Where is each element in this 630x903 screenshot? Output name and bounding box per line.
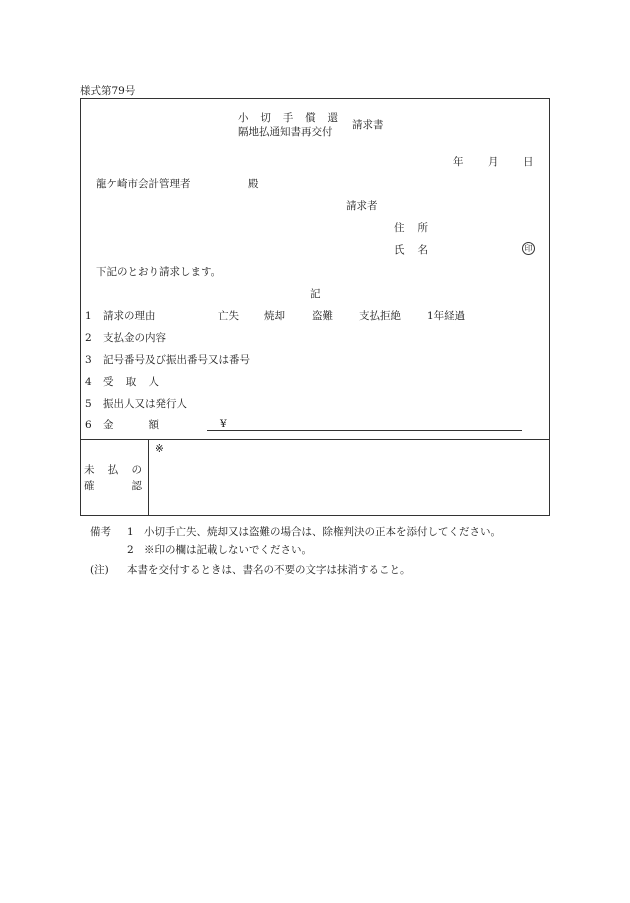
item-6-label-char: 金 [103,419,114,431]
title-char: 手 [282,112,294,124]
address-label [394,223,428,234]
item-4-label-char: 取 [125,376,137,388]
addressee-honorific: 殿 [248,178,259,190]
date-month: 月 [488,156,499,168]
reason-option-theft: 盗難 [312,310,333,322]
currency-symbol: ¥ [220,418,227,430]
item-6-label-char: 額 [148,419,159,431]
requester-label: 請求者 [346,200,378,212]
title-char: 小 [238,112,249,124]
biko-1-text: 小切手亡失、焼却又は盗難の場合は、除権判決の正本を添付してください。 [144,526,501,538]
title-char: 還 [327,112,338,124]
intro-text: 下記のとおり請求します。 [96,266,222,278]
chu-label: (注) [90,564,109,576]
item-4-label-char: 受 [103,376,114,388]
name-label-char: 氏 [394,244,405,256]
biko-label: 備考 [90,526,111,538]
column-divider [148,439,149,516]
item-6-label [103,420,159,431]
unpaid-label-char: 確 [84,480,95,492]
reason-option-loss: 亡失 [218,310,239,322]
title-char: 切 [260,112,271,124]
chu-text: 本書を交付するときは、書名の不要の文字は抹消すること。 [127,564,411,576]
item-4-label-char: 人 [148,376,159,388]
title-suffix: 請求書 [352,119,384,131]
title-line2: 隔地払通知書再交付 [238,126,333,138]
address-label-char: 所 [417,222,428,234]
item-3-number: 3 [85,354,92,366]
name-label-char: 名 [417,244,428,256]
item-2-number: 2 [85,332,92,344]
title-char: 償 [305,112,316,124]
unpaid-label-line1 [84,465,142,476]
reason-option-refusal: 支払拒絶 [359,310,401,322]
item-4-number: 4 [85,376,92,388]
form-frame [80,98,550,516]
address-label-char: 住 [394,222,405,234]
item-5-number: 5 [85,398,92,410]
reason-option-burned: 焼却 [264,310,285,322]
biko-2-number: 2 [127,544,134,556]
addressee-name: 龍ケ崎市会計管理者 [96,178,191,190]
unpaid-label-char: 払 [107,464,119,476]
amount-field-line [207,430,522,431]
item-1-number: 1 [85,310,92,322]
item-1-label: 請求の理由 [103,310,156,322]
section-divider [80,439,550,440]
seal-mark-icon: 印 [522,242,535,255]
note-mark: ※ [155,443,164,455]
item-4-label [103,377,159,388]
date-day: 日 [523,156,534,168]
reason-option-one-year: 1年経過 [427,310,466,322]
form-number: 様式第79号 [80,85,136,97]
item-2-label: 支払金の内容 [103,332,166,344]
unpaid-label-char: の [131,464,142,476]
name-label [394,245,428,256]
biko-2-text: ※印の欄は記載しないでください。 [144,544,312,556]
title-line1 [238,113,338,124]
ki-label: 記 [310,288,321,300]
item-3-label: 記号番号及び振出番号又は番号 [103,354,250,366]
unpaid-label-line2 [84,481,142,492]
biko-1-number: 1 [127,526,134,538]
item-5-label: 振出人又は発行人 [103,398,187,410]
date-year: 年 [453,156,464,168]
unpaid-label-char: 認 [131,480,142,492]
unpaid-label-char: 未 [84,464,95,476]
item-6-number: 6 [85,419,92,431]
